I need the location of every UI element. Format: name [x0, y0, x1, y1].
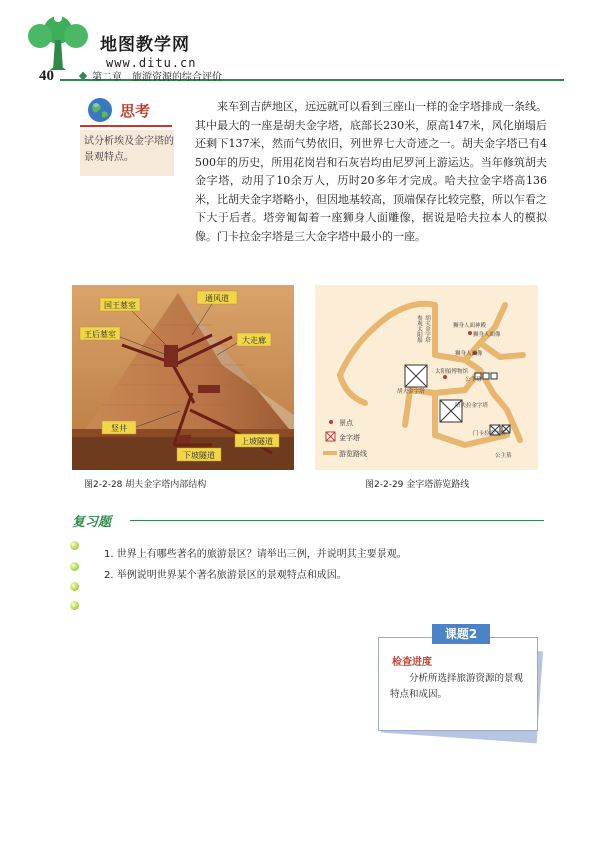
figure2-caption: 图2-2-29 金字塔游览路线 [365, 480, 470, 490]
site-name: 地图教学网 [100, 35, 190, 55]
map-label-tomb-2: 公主墓 [495, 453, 512, 459]
map-label-khafre: 哈夫拉金字塔 [455, 403, 489, 409]
map-label-menkaure: 门卡拉金字塔 [473, 431, 507, 437]
chapter-heading [80, 68, 222, 83]
map-label-tomb-1: 公主墓 [465, 377, 482, 383]
think-text: 试分析埃及金字塔的景观特点。 [80, 130, 174, 176]
label-king-chamber: 国王墓室 [104, 301, 136, 310]
think-rule [80, 125, 172, 127]
review-question-1: 1. 世界上有哪些著名的旅游景区？请举出三例，并说明其主要景观。 [104, 549, 407, 560]
route-note-1: 胡夫金字塔 [424, 315, 430, 343]
review-rule [130, 520, 544, 521]
tour-route-map-figure [315, 285, 538, 470]
label-descending-passage: 下坡隧道 [183, 451, 215, 460]
legend-pyramid: 金字塔 [339, 435, 360, 442]
map-label-sphinx-temple-2: 狮身人面像 [473, 332, 501, 338]
bullet-icon [70, 601, 79, 610]
main-paragraph: 来车到吉萨地区，远远就可以看到三座山一样的金字塔排成一条线。其中最大的一座是胡夫金字塔，底部长230米，原高147米，风化崩塌后还剩下137米，然而气势依旧，列世界七大奇迹之一。胡夫金字塔已有4 500年的历史，所用花岗岩和石灰岩均由尼罗河上游运达。当年修筑胡夫金字塔，动用了10余万人，历时20多年才完成。哈夫拉金字塔高136米，比胡夫金字塔略小，但因地基较高，顶端保存比较完整，所以乍看之下大于后者。塔旁匍匐着一座狮身人面雕像，据说是哈夫拉本人的模拟像。门卡拉金字塔是三大金字塔中最小的一座。 [195, 100, 547, 243]
task-tab: 课题2 [432, 624, 490, 644]
task-subtitle: 检查进度 [392, 657, 432, 668]
chapter-label: 第二章 [92, 72, 122, 83]
review-question-2: 2. 举例说明世界某个著名旅游景区的景观特点和成因。 [104, 570, 347, 581]
route-note-2: 参观太阳船 [416, 315, 422, 343]
bullet-icon [70, 562, 79, 571]
label-shaft: 竖井 [111, 424, 127, 433]
map-label-sun-boat: 太阳船博物馆 [435, 369, 469, 375]
legend-spot: 景点 [339, 420, 353, 427]
logo-tree-icon [22, 12, 94, 74]
map-label-cheops: 胡夫金字塔 [397, 389, 425, 395]
site-url[interactable]: www.ditu.cn [106, 56, 197, 70]
review-title: 复习题 [72, 515, 112, 530]
label-grand-gallery: 大走廊 [242, 336, 266, 345]
task-text: 分析所选择旅游资源的景观特点和成因。 [390, 673, 524, 700]
legend-route: 游览路线 [339, 451, 367, 458]
label-ascending-passage: 上坡隧道 [241, 437, 273, 446]
globe-icon [87, 97, 113, 123]
bullet-icon [70, 541, 79, 550]
map-label-sphinx: 狮身人面像 [455, 351, 483, 357]
chapter-title: 旅游资源的综合评价 [132, 72, 222, 83]
diamond-icon [79, 72, 87, 80]
map-label-sphinx-temple: 狮身人面神殿 [453, 323, 487, 329]
label-vent: 通风道 [205, 294, 229, 303]
label-queen-chamber: 王后墓室 [84, 330, 116, 339]
pyramid-cross-section-figure [72, 285, 294, 470]
page-number: 40 [39, 68, 54, 84]
figure1-caption: 图2-2-28 胡夫金字塔内部结构 [84, 480, 207, 490]
bullet-icon [70, 582, 79, 591]
think-title: 思考 [120, 102, 151, 120]
